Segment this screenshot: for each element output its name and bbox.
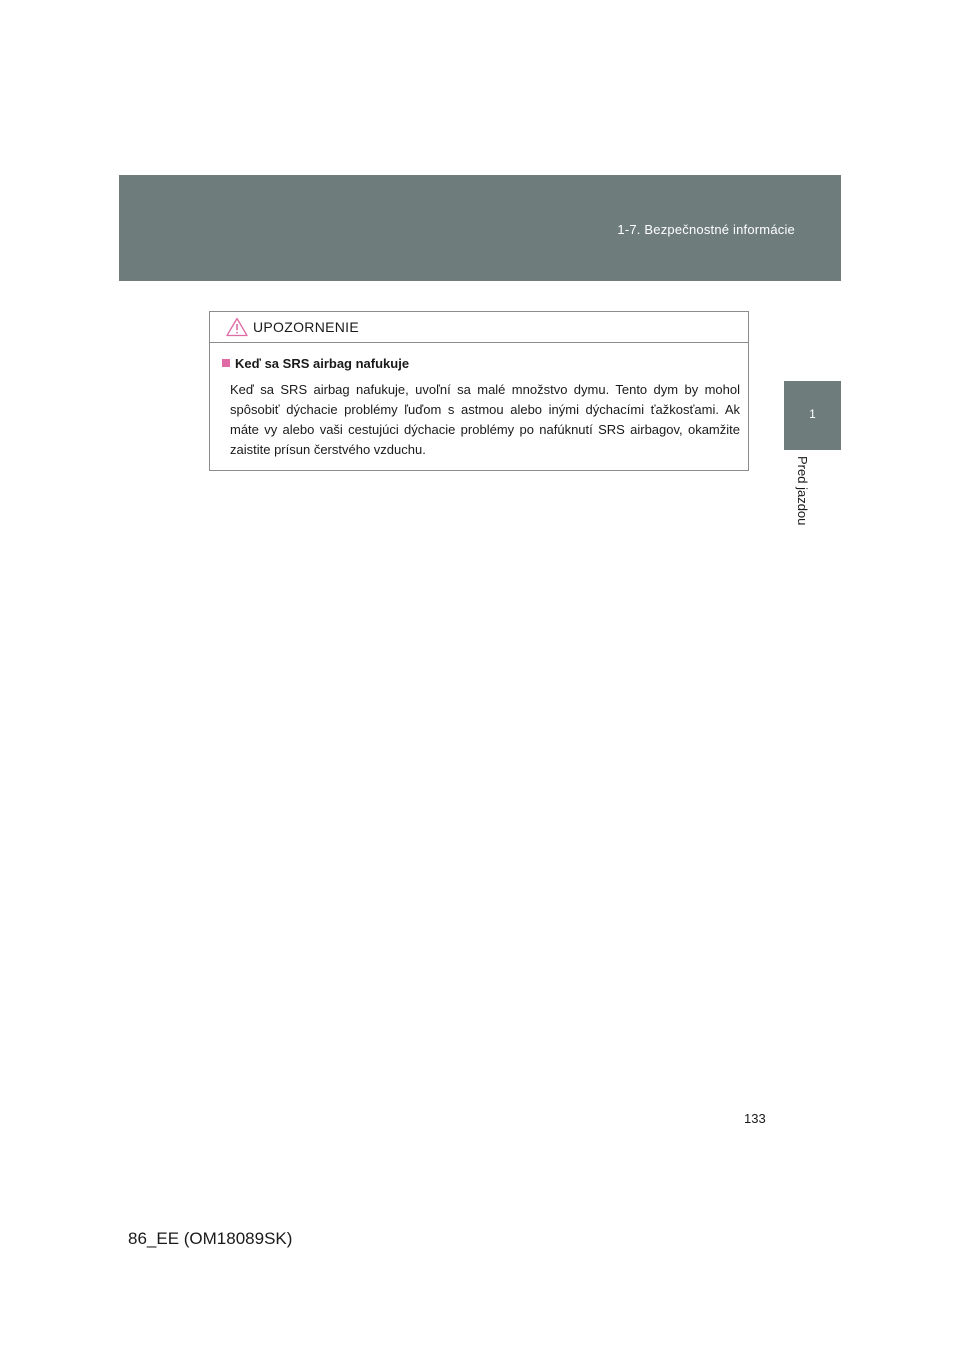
chapter-number: 1 xyxy=(809,407,816,421)
warning-triangle-icon xyxy=(226,317,248,337)
warning-title: UPOZORNENIE xyxy=(253,319,359,335)
section-title: 1-7. Bezpečnostné informácie xyxy=(617,222,795,237)
warning-header xyxy=(210,312,748,343)
page-number: 133 xyxy=(744,1111,766,1126)
bullet-square-icon xyxy=(222,359,230,367)
item-heading-text: Keď sa SRS airbag nafukuje xyxy=(235,355,410,371)
document-code: 86_EE (OM18089SK) xyxy=(128,1229,293,1248)
warning-box xyxy=(209,311,749,471)
chapter-label: Pred jazdou xyxy=(795,456,810,526)
header-band xyxy=(119,175,841,281)
item-heading xyxy=(222,354,740,372)
chapter-tab xyxy=(784,381,841,450)
item-text: Keď sa SRS airbag nafukuje, uvoľní sa malé množstvo dymu. Tento dym by mohol spôsobiť dýchacie problémy ľuďom s astmou alebo inými dýchacími ťažkosťami. Ak máte vy alebo vaši cestujúci dýchacie problémy po nafúknutí SRS airbagov, okamžite zaistite prísun čerstvého vzduchu. xyxy=(230,382,740,457)
warning-body xyxy=(210,343,748,460)
